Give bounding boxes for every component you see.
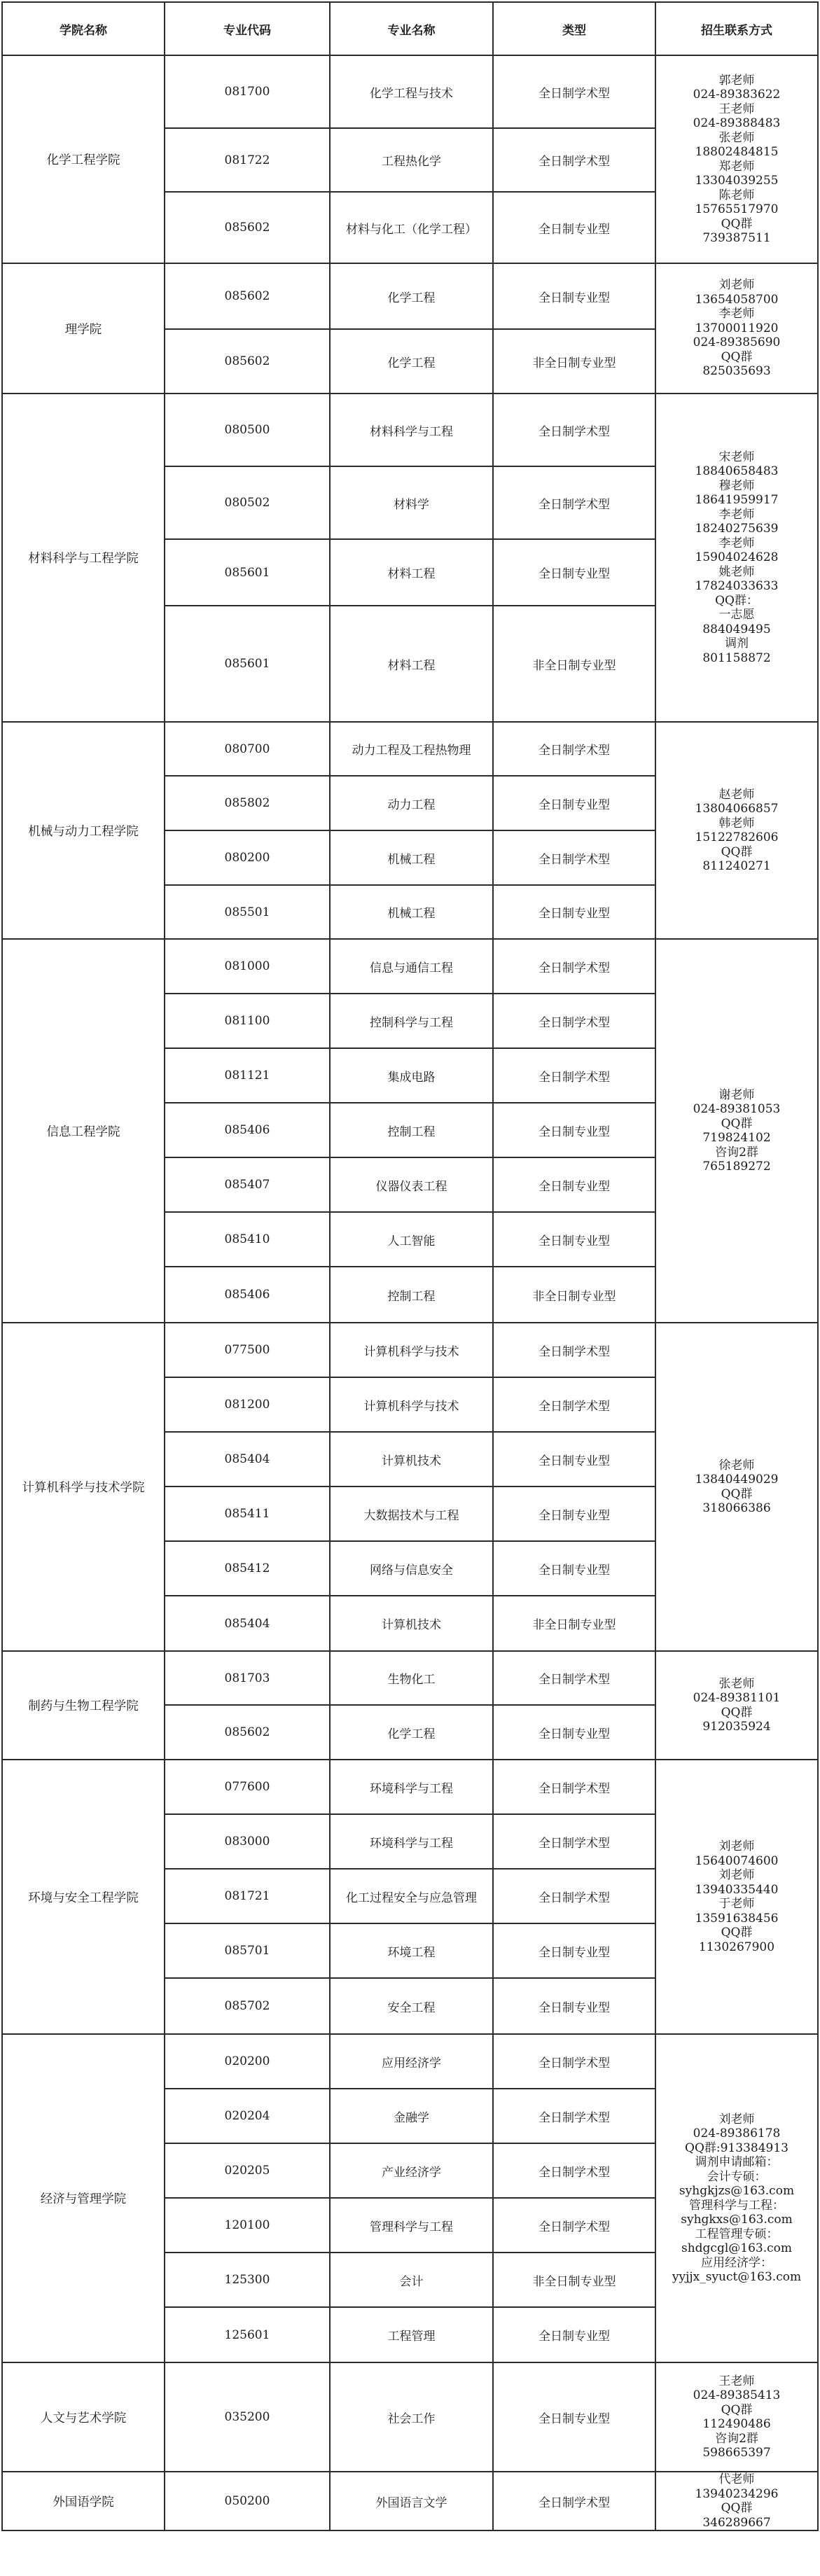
table-row bbox=[2, 1760, 818, 1814]
header-major-name: 专业名称 bbox=[330, 2, 493, 55]
major-name: 动力工程及工程热物理 bbox=[330, 722, 493, 776]
college-name: 化学工程学院 bbox=[2, 55, 165, 263]
program-type: 全日制学术型 bbox=[493, 939, 655, 994]
contact-line: shdgcgl@163.com bbox=[681, 2241, 792, 2255]
major-name: 化学工程 bbox=[330, 1705, 493, 1760]
contact-line: yyjjx_syuct@163.com bbox=[672, 2270, 802, 2284]
contact-line: 024-89381101 bbox=[693, 1691, 781, 1705]
college-name: 外国语学院 bbox=[2, 2472, 165, 2530]
contact-line: 姚老师 bbox=[718, 564, 755, 579]
major-code: 083000 bbox=[165, 1814, 330, 1869]
contact-line: 郑老师 bbox=[718, 159, 755, 174]
table-row bbox=[2, 2362, 818, 2472]
contact-line: 318066386 bbox=[702, 1501, 771, 1515]
contact-line: 李老师 bbox=[718, 536, 755, 550]
contact-line: 13804066857 bbox=[695, 802, 779, 816]
contact-line: 陈老师 bbox=[718, 188, 755, 202]
table-row bbox=[2, 55, 818, 128]
contact-line: 024-89381053 bbox=[693, 1102, 781, 1116]
major-code: 085407 bbox=[165, 1157, 330, 1212]
contact-line: 719824102 bbox=[702, 1131, 771, 1145]
major-code: 020205 bbox=[165, 2143, 330, 2198]
major-name: 材料科学与工程 bbox=[330, 394, 493, 466]
contact-line: 赵老师 bbox=[718, 787, 755, 802]
contact-info bbox=[655, 1651, 818, 1760]
program-type: 全日制专业型 bbox=[493, 1212, 655, 1267]
contact-line: 谢老师 bbox=[718, 1087, 755, 1102]
program-type: 全日制专业型 bbox=[493, 2362, 655, 2472]
program-type: 全日制专业型 bbox=[493, 2307, 655, 2362]
major-code: 050200 bbox=[165, 2472, 330, 2530]
major-name: 信息与通信工程 bbox=[330, 939, 493, 994]
major-code: 080700 bbox=[165, 722, 330, 776]
contact-line: 13654058700 bbox=[695, 292, 779, 307]
college-name: 经济与管理学院 bbox=[2, 2034, 165, 2362]
contact-line: QQ群 bbox=[721, 1116, 753, 1131]
contact-line: 一志愿 bbox=[718, 608, 755, 622]
major-name: 化学工程与技术 bbox=[330, 55, 493, 128]
major-code: 125300 bbox=[165, 2253, 330, 2307]
contact-line: 郭老师 bbox=[718, 73, 755, 88]
program-type: 全日制学术型 bbox=[493, 1760, 655, 1814]
header-contact: 招生联系方式 bbox=[655, 2, 818, 55]
major-code: 085701 bbox=[165, 1923, 330, 1978]
contact-line: 18802484815 bbox=[695, 145, 779, 159]
contact-line: 18240275639 bbox=[695, 522, 779, 536]
contact-line: 024-89383622 bbox=[693, 88, 781, 102]
contact-line: 刘老师 bbox=[718, 1839, 755, 1853]
major-name: 环境科学与工程 bbox=[330, 1760, 493, 1814]
program-type: 全日制学术型 bbox=[493, 2472, 655, 2530]
major-code: 085702 bbox=[165, 1978, 330, 2034]
major-name: 控制工程 bbox=[330, 1103, 493, 1157]
contact-info bbox=[655, 394, 818, 722]
major-code: 081121 bbox=[165, 1048, 330, 1103]
college-name: 理学院 bbox=[2, 263, 165, 394]
contact-line: 15640074600 bbox=[695, 1853, 779, 1868]
major-code: 081703 bbox=[165, 1651, 330, 1705]
contact-line: 739387511 bbox=[702, 231, 771, 245]
program-type: 全日制专业型 bbox=[493, 885, 655, 939]
header-major-code: 专业代码 bbox=[165, 2, 330, 55]
major-code: 085406 bbox=[165, 1103, 330, 1157]
contact-line: 张老师 bbox=[718, 1676, 755, 1691]
major-code: 077500 bbox=[165, 1323, 330, 1377]
table-row bbox=[2, 939, 818, 994]
contact-line: 工程管理专硕： bbox=[695, 2227, 779, 2241]
major-name: 产业经济学 bbox=[330, 2143, 493, 2198]
table-row bbox=[2, 722, 818, 776]
program-type: 全日制专业型 bbox=[493, 192, 655, 263]
program-type: 非全日制专业型 bbox=[493, 1596, 655, 1651]
contact-line: 李老师 bbox=[718, 507, 755, 522]
contact-line: 18641959917 bbox=[695, 493, 779, 508]
major-code: 081200 bbox=[165, 1377, 330, 1432]
major-code: 085404 bbox=[165, 1432, 330, 1487]
major-name: 网络与信息安全 bbox=[330, 1541, 493, 1596]
program-type: 全日制专业型 bbox=[493, 1103, 655, 1157]
major-name: 工程管理 bbox=[330, 2307, 493, 2362]
program-type: 全日制学术型 bbox=[493, 994, 655, 1048]
major-code: 120100 bbox=[165, 2198, 330, 2253]
major-code: 020200 bbox=[165, 2034, 330, 2089]
college-name: 信息工程学院 bbox=[2, 939, 165, 1323]
contact-line: QQ群 bbox=[721, 216, 753, 231]
contact-line: 024-89388483 bbox=[693, 116, 781, 130]
contact-info bbox=[655, 55, 818, 263]
major-code: 081722 bbox=[165, 128, 330, 192]
contact-line: 884049495 bbox=[702, 622, 771, 636]
major-name: 生物化工 bbox=[330, 1651, 493, 1705]
major-code: 085602 bbox=[165, 329, 330, 394]
contact-line: 801158872 bbox=[702, 650, 771, 665]
program-type: 全日制专业型 bbox=[493, 1923, 655, 1978]
contact-info bbox=[655, 722, 818, 939]
program-type: 全日制学术型 bbox=[493, 1323, 655, 1377]
major-code: 080200 bbox=[165, 830, 330, 885]
major-name: 大数据技术与工程 bbox=[330, 1487, 493, 1541]
major-name: 工程热化学 bbox=[330, 128, 493, 192]
contact-line: 刘老师 bbox=[718, 2112, 755, 2126]
contact-line: 张老师 bbox=[718, 130, 755, 145]
major-code: 085802 bbox=[165, 776, 330, 830]
table-row bbox=[2, 394, 818, 466]
contact-line: syhgkjzs@163.com bbox=[679, 2184, 795, 2198]
major-name: 计算机技术 bbox=[330, 1432, 493, 1487]
major-name: 材料工程 bbox=[330, 539, 493, 606]
table-row bbox=[2, 263, 818, 329]
contact-line: 13591638456 bbox=[695, 1911, 779, 1926]
contact-info bbox=[655, 2362, 818, 2472]
contact-info bbox=[655, 263, 818, 394]
major-code: 085406 bbox=[165, 1267, 330, 1323]
program-type: 全日制专业型 bbox=[493, 1541, 655, 1596]
major-code: 085602 bbox=[165, 263, 330, 329]
contact-line: 765189272 bbox=[702, 1160, 771, 1174]
program-type: 全日制学术型 bbox=[493, 2143, 655, 2198]
table-body bbox=[2, 55, 818, 2530]
contact-line: 刘老师 bbox=[718, 278, 755, 293]
contact-line: 代老师 bbox=[718, 2472, 755, 2486]
major-name: 计算机科学与技术 bbox=[330, 1377, 493, 1432]
contact-info bbox=[655, 939, 818, 1323]
contact-line: QQ群:913384913 bbox=[685, 2140, 788, 2155]
major-name: 集成电路 bbox=[330, 1048, 493, 1103]
contact-line: QQ群： bbox=[715, 593, 758, 608]
contact-line: 管理科学与工程： bbox=[689, 2198, 784, 2213]
major-name: 社会工作 bbox=[330, 2362, 493, 2472]
program-type: 全日制学术型 bbox=[493, 466, 655, 539]
contact-line: 024-89385413 bbox=[693, 2388, 781, 2402]
major-code: 085412 bbox=[165, 1541, 330, 1596]
contact-line: 徐老师 bbox=[718, 1458, 755, 1473]
contact-line: 韩老师 bbox=[718, 816, 755, 830]
table-row bbox=[2, 1651, 818, 1705]
contact-info bbox=[655, 2034, 818, 2362]
contact-line: QQ群 bbox=[721, 1926, 753, 1940]
major-name: 金融学 bbox=[330, 2089, 493, 2143]
program-type: 全日制专业型 bbox=[493, 1157, 655, 1212]
contact-line: 825035693 bbox=[702, 364, 771, 379]
major-code: 085410 bbox=[165, 1212, 330, 1267]
admissions-table bbox=[1, 1, 819, 2531]
contact-line: QQ群 bbox=[721, 2402, 753, 2417]
contact-line: 王老师 bbox=[718, 102, 755, 116]
contact-line: 1130267900 bbox=[698, 1940, 775, 1954]
contact-line: 13940335440 bbox=[695, 1882, 779, 1897]
major-name: 机械工程 bbox=[330, 830, 493, 885]
major-name: 环境科学与工程 bbox=[330, 1814, 493, 1869]
contact-line: QQ群 bbox=[721, 1705, 753, 1720]
major-code: 081000 bbox=[165, 939, 330, 994]
contact-line: QQ群 bbox=[721, 844, 753, 859]
contact-line: 13304039255 bbox=[695, 174, 779, 188]
contact-line: 17824033633 bbox=[695, 579, 779, 594]
major-name: 材料学 bbox=[330, 466, 493, 539]
contact-line: 穆老师 bbox=[718, 478, 755, 493]
program-type: 全日制专业型 bbox=[493, 1487, 655, 1541]
program-type: 全日制专业型 bbox=[493, 1705, 655, 1760]
program-type: 全日制学术型 bbox=[493, 55, 655, 128]
program-type: 全日制专业型 bbox=[493, 539, 655, 606]
program-type: 全日制学术型 bbox=[493, 1377, 655, 1432]
contact-line: 调剂 bbox=[725, 636, 749, 651]
major-name: 控制科学与工程 bbox=[330, 994, 493, 1048]
program-type: 全日制学术型 bbox=[493, 722, 655, 776]
major-code: 085602 bbox=[165, 1705, 330, 1760]
table-row bbox=[2, 2472, 818, 2530]
table-row bbox=[2, 1323, 818, 1377]
major-name: 材料工程 bbox=[330, 606, 493, 722]
contact-line: 024-89386178 bbox=[693, 2126, 781, 2140]
contact-line: 应用经济学： bbox=[701, 2255, 772, 2270]
major-code: 077600 bbox=[165, 1760, 330, 1814]
major-code: 085601 bbox=[165, 539, 330, 606]
contact-line: 李老师 bbox=[718, 307, 755, 321]
contact-line: 13940234296 bbox=[695, 2486, 779, 2501]
contact-line: 咨询2群 bbox=[715, 1145, 758, 1160]
contact-line: 598665397 bbox=[702, 2446, 771, 2460]
major-name: 外国语言文学 bbox=[330, 2472, 493, 2530]
program-type: 全日制学术型 bbox=[493, 2034, 655, 2089]
contact-line: 会计专硕： bbox=[707, 2169, 767, 2184]
contact-line: 024-89385690 bbox=[693, 335, 781, 350]
major-code: 081100 bbox=[165, 994, 330, 1048]
program-type: 全日制专业型 bbox=[493, 776, 655, 830]
contact-line: 15904024628 bbox=[695, 550, 779, 565]
major-code: 085404 bbox=[165, 1596, 330, 1651]
program-type: 非全日制专业型 bbox=[493, 606, 655, 722]
contact-line: 调剂申请邮箱： bbox=[695, 2155, 779, 2169]
table-row bbox=[2, 2034, 818, 2089]
program-type: 全日制学术型 bbox=[493, 2198, 655, 2253]
contact-info bbox=[655, 1323, 818, 1651]
contact-line: syhgkxs@163.com bbox=[681, 2213, 793, 2227]
program-type: 全日制学术型 bbox=[493, 128, 655, 192]
header-row bbox=[2, 2, 818, 55]
major-name: 人工智能 bbox=[330, 1212, 493, 1267]
major-name: 安全工程 bbox=[330, 1978, 493, 2034]
college-name: 人文与艺术学院 bbox=[2, 2362, 165, 2472]
major-name: 控制工程 bbox=[330, 1267, 493, 1323]
major-code: 081721 bbox=[165, 1869, 330, 1923]
major-name: 化学工程 bbox=[330, 329, 493, 394]
contact-line: 咨询2群 bbox=[715, 2431, 758, 2446]
contact-line: QQ群 bbox=[721, 349, 753, 364]
header-type: 类型 bbox=[493, 2, 655, 55]
major-code: 085601 bbox=[165, 606, 330, 722]
major-name: 应用经济学 bbox=[330, 2034, 493, 2089]
contact-line: 15122782606 bbox=[695, 830, 779, 844]
program-type: 全日制专业型 bbox=[493, 1432, 655, 1487]
program-type: 非全日制专业型 bbox=[493, 329, 655, 394]
program-type: 全日制学术型 bbox=[493, 394, 655, 466]
program-type: 全日制学术型 bbox=[493, 2089, 655, 2143]
contact-line: 13700011920 bbox=[695, 321, 779, 335]
major-code: 035200 bbox=[165, 2362, 330, 2472]
program-type: 全日制学术型 bbox=[493, 1651, 655, 1705]
program-type: 全日制学术型 bbox=[493, 1814, 655, 1869]
major-name: 化学工程 bbox=[330, 263, 493, 329]
program-type: 非全日制专业型 bbox=[493, 1267, 655, 1323]
college-name: 制药与生物工程学院 bbox=[2, 1651, 165, 1760]
contact-line: 15765517970 bbox=[695, 202, 779, 216]
major-code: 080500 bbox=[165, 394, 330, 466]
program-type: 全日制学术型 bbox=[493, 1048, 655, 1103]
program-type: 非全日制专业型 bbox=[493, 2253, 655, 2307]
contact-line: 13840449029 bbox=[695, 1473, 779, 1487]
major-code: 085501 bbox=[165, 885, 330, 939]
contact-line: QQ群 bbox=[721, 1487, 753, 1501]
major-code: 081700 bbox=[165, 55, 330, 128]
contact-info bbox=[655, 2472, 818, 2530]
major-name: 化工过程安全与应急管理 bbox=[330, 1869, 493, 1923]
program-type: 全日制专业型 bbox=[493, 263, 655, 329]
contact-info bbox=[655, 1760, 818, 2034]
major-name: 计算机技术 bbox=[330, 1596, 493, 1651]
contact-line: 宋老师 bbox=[718, 450, 755, 464]
contact-line: 112490486 bbox=[702, 2417, 771, 2431]
major-name: 计算机科学与技术 bbox=[330, 1323, 493, 1377]
contact-line: 于老师 bbox=[718, 1897, 755, 1911]
major-code: 085602 bbox=[165, 192, 330, 263]
major-name: 材料与化工（化学工程） bbox=[330, 192, 493, 263]
major-name: 机械工程 bbox=[330, 885, 493, 939]
major-name: 动力工程 bbox=[330, 776, 493, 830]
program-type: 全日制专业型 bbox=[493, 1978, 655, 2034]
college-name: 计算机科学与技术学院 bbox=[2, 1323, 165, 1651]
program-type: 全日制学术型 bbox=[493, 830, 655, 885]
contact-line: 346289667 bbox=[702, 2515, 771, 2530]
contact-line: 王老师 bbox=[718, 2374, 755, 2388]
major-code: 085411 bbox=[165, 1487, 330, 1541]
contact-line: 811240271 bbox=[702, 859, 771, 873]
contact-line: 18840658483 bbox=[695, 464, 779, 479]
major-name: 会计 bbox=[330, 2253, 493, 2307]
major-name: 环境工程 bbox=[330, 1923, 493, 1978]
college-name: 机械与动力工程学院 bbox=[2, 722, 165, 939]
header-college: 学院名称 bbox=[2, 2, 165, 55]
major-code: 020204 bbox=[165, 2089, 330, 2143]
college-name: 环境与安全工程学院 bbox=[2, 1760, 165, 2034]
contact-line: 刘老师 bbox=[718, 1868, 755, 1882]
major-code: 080502 bbox=[165, 466, 330, 539]
contact-line: QQ群 bbox=[721, 2501, 753, 2515]
major-code: 125601 bbox=[165, 2307, 330, 2362]
major-name: 管理科学与工程 bbox=[330, 2198, 493, 2253]
college-name: 材料科学与工程学院 bbox=[2, 394, 165, 722]
major-name: 仪器仪表工程 bbox=[330, 1157, 493, 1212]
contact-line: 912035924 bbox=[702, 1720, 771, 1734]
program-type: 全日制学术型 bbox=[493, 1869, 655, 1923]
